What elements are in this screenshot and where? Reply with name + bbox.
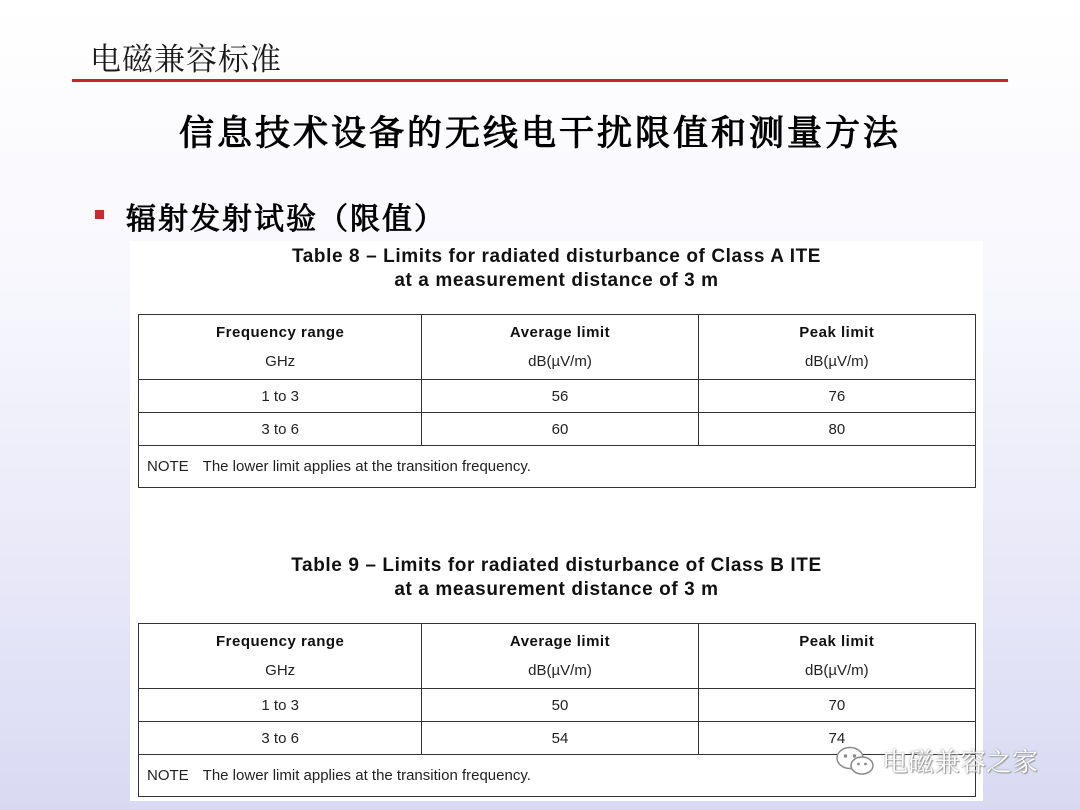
column-header-label: Peak limit [799,324,875,341]
table-row [139,689,976,722]
table-cell: 3 to 6 [139,413,422,446]
column-header [422,624,698,689]
note-label: NOTE [147,458,189,475]
table-caption-line2: at a measurement distance of 3 m [394,579,719,600]
table-caption [130,554,983,602]
table-header-row [139,624,976,689]
table-cell: 80 [698,413,975,446]
bullet-marker [95,210,104,219]
note-label: NOTE [147,767,189,784]
table-cell: 60 [422,413,698,446]
table-header-row [139,315,976,380]
limits-table-class-a [138,314,976,488]
column-header [698,624,975,689]
limits-tables-image [130,241,983,801]
column-header-label: Frequency range [215,324,345,341]
column-header-label: Average limit [509,324,611,341]
column-header-unit: dB(µV/m) [805,662,869,679]
table-cell: 76 [698,380,975,413]
column-header-unit: GHz [265,662,296,679]
table-cell: 74 [698,722,975,755]
watermark [834,742,1038,779]
header-title: 电磁兼容标准 [90,42,282,78]
table-cell: 1 to 3 [139,380,422,413]
table-caption-line2: at a measurement distance of 3 m [394,270,719,291]
header-divider [72,79,1008,82]
table-note [139,446,976,488]
slide-title: 信息技术设备的无线电干扰限值和测量方法 [178,114,901,154]
table-cell: 70 [698,689,975,722]
wechat-icon [834,744,876,778]
table-cell: 3 to 6 [139,722,422,755]
column-header-unit: dB(µV/m) [528,662,592,679]
bullet-text: 辐射发射试验（限值） [126,202,446,237]
table-cell: 54 [422,722,698,755]
column-header-unit: dB(µV/m) [805,353,869,370]
note-text: The lower limit applies at the transition frequency. [202,767,531,784]
column-header-unit: dB(µV/m) [528,353,592,370]
table-row [139,413,976,446]
table-cell: 56 [422,380,698,413]
column-header-label: Peak limit [799,633,875,650]
note-text: The lower limit applies at the transition frequency. [202,458,531,475]
watermark-text: 电磁兼容之家 [882,748,1039,778]
table-caption-line1: Table 8 – Limits for radiated disturbance of Class A ITE [291,246,822,267]
table-note-row [139,446,976,488]
column-header-label: Frequency range [215,633,345,650]
column-header [139,315,422,380]
column-header [698,315,975,380]
table-cell: 50 [422,689,698,722]
column-header [422,315,698,380]
column-header-label: Average limit [509,633,611,650]
column-header [139,624,422,689]
table-caption-line1: Table 9 – Limits for radiated disturbance of Class B ITE [291,555,822,576]
column-header-unit: GHz [265,353,296,370]
table-caption [130,245,983,293]
table-cell: 1 to 3 [139,689,422,722]
table-row [139,380,976,413]
